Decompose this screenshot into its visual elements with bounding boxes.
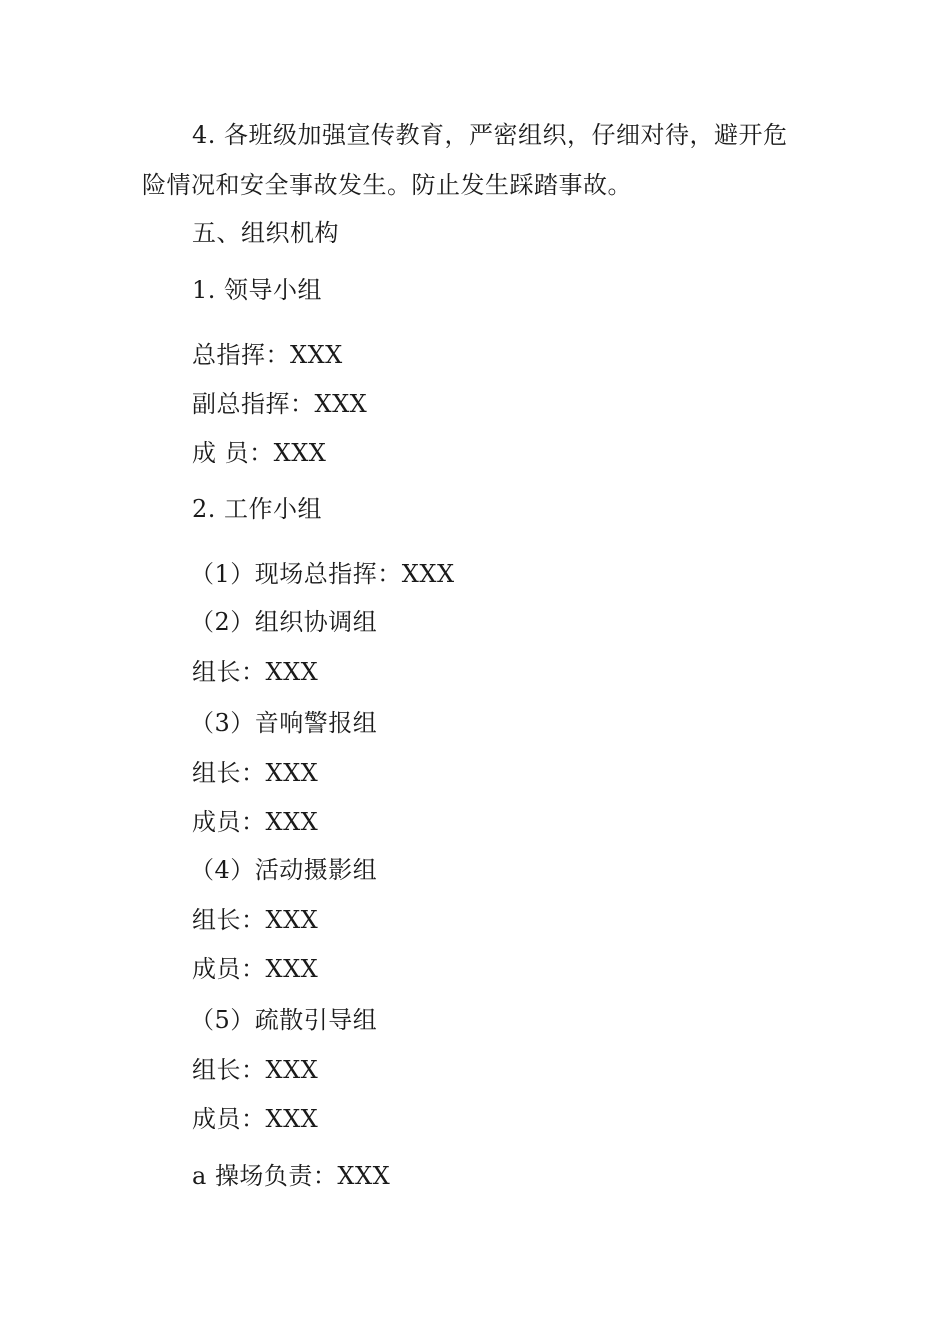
evacuation-members-line: 成员：XXX [192,1105,319,1133]
evacuation-leader-line: 组长：XXX [192,1056,319,1084]
paragraph-item-4-line-1: 4. 各班级加强宣传教育，严密组织，仔细对待，避开危 [192,121,788,149]
alarm-leader-line: 组长：XXX [192,759,319,787]
work-group-heading: 2. 工作小组 [192,495,323,523]
alarm-group-heading: （3）音响警报组 [190,709,378,737]
coordination-group-heading: （2）组织协调组 [190,608,378,636]
playground-lead-line: a 操场负责：XXX [192,1162,391,1190]
photo-leader-line: 组长：XXX [192,906,319,934]
leadership-group-heading: 1. 领导小组 [192,276,323,304]
commander-line: 总指挥：XXX [192,341,343,369]
site-commander-line: （1）现场总指挥：XXX [190,560,455,588]
paragraph-item-4-line-2: 险情况和安全事故发生。防止发生踩踏事故。 [142,171,632,199]
photo-members-line: 成员：XXX [192,955,319,983]
photo-group-heading: （4）活动摄影组 [190,856,378,884]
leadership-members-line: 成 员：XXX [192,439,327,467]
section-heading: 五、组织机构 [192,219,339,247]
coordination-leader-line: 组长：XXX [192,658,319,686]
deputy-commander-line: 副总指挥：XXX [192,390,368,418]
alarm-members-line: 成员：XXX [192,808,319,836]
evacuation-group-heading: （5）疏散引导组 [190,1006,378,1034]
